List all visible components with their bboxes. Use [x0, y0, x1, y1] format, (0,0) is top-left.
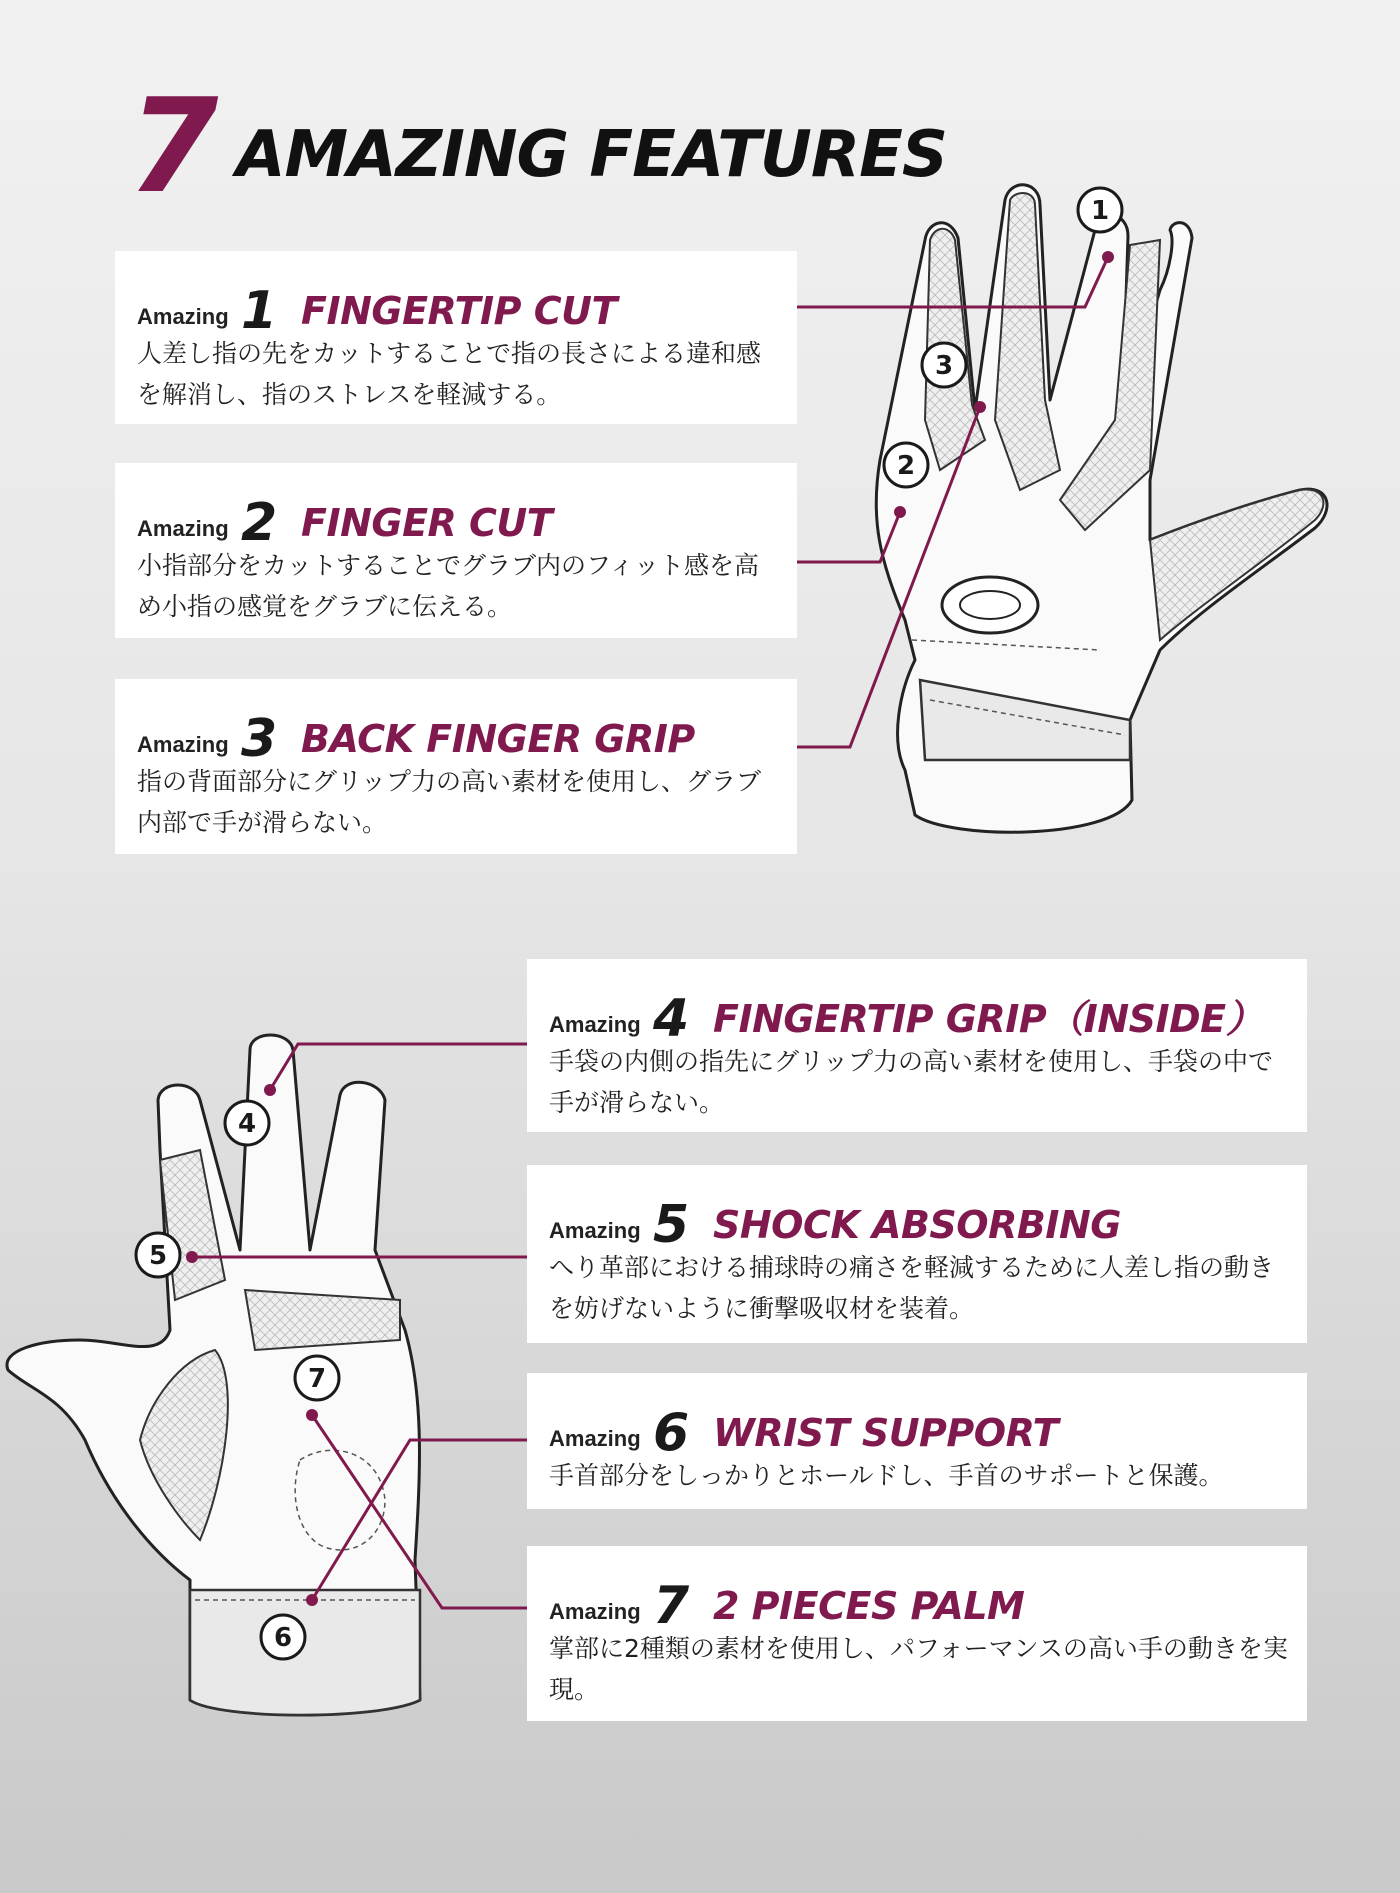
feature-description: 人差し指の先をカットすることで指の長さによる違和感を解消し、指のストレスを軽減する。: [137, 339, 762, 409]
hero-title: AMAZING FEATURES: [236, 118, 947, 192]
feature-number: 5: [653, 1195, 690, 1255]
leader-dot-3: [974, 401, 986, 413]
feature-title: FINGER CUT: [301, 501, 553, 545]
feature-number: 7: [653, 1576, 690, 1636]
callout-1-label: 1: [1090, 196, 1110, 226]
callout-3-label: 3: [934, 351, 954, 381]
callout-5-label: 5: [148, 1241, 168, 1271]
feature-description: 手首部分をしっかりとホールドし、手首のサポートと保護。: [549, 1461, 1224, 1490]
feature-prefix: Amazing: [137, 732, 229, 757]
feature-card-3: [115, 679, 797, 854]
callout-7: [295, 1356, 339, 1400]
callout-3: [922, 343, 966, 387]
feature-number: 1: [241, 281, 278, 341]
hero-number: 7: [128, 70, 219, 222]
glove-back-illustration: [876, 185, 1327, 832]
feature-title: FINGERTIP CUT: [301, 289, 617, 333]
feature-card-1: [115, 251, 797, 424]
feature-description: 手袋の内側の指先にグリップ力の高い素材を使用し、手袋の中で手が滑らない。: [549, 1047, 1274, 1117]
leader-dot-5: [186, 1251, 198, 1263]
leader-dot-6: [306, 1594, 318, 1606]
feature-card-5: [527, 1165, 1307, 1343]
callout-4: [225, 1101, 269, 1145]
leader-dot-1: [1102, 251, 1114, 263]
feature-description: 掌部に2種類の素材を使用し、パフォーマンスの高い手の動きを実現。: [549, 1634, 1288, 1704]
feature-prefix: Amazing: [549, 1599, 641, 1624]
feature-number: 3: [241, 709, 278, 769]
callout-4-label: 4: [237, 1109, 257, 1139]
feature-prefix: Amazing: [549, 1012, 641, 1037]
feature-number: 2: [241, 493, 278, 553]
callout-7-label: 7: [307, 1364, 327, 1394]
callout-5: [136, 1233, 180, 1277]
feature-card-4: [527, 959, 1307, 1132]
callout-2: [884, 443, 928, 487]
feature-card-2: [115, 463, 797, 638]
feature-prefix: Amazing: [549, 1426, 641, 1451]
feature-prefix: Amazing: [137, 304, 229, 329]
feature-title: SHOCK ABSORBING: [713, 1203, 1121, 1247]
callout-1: [1078, 188, 1122, 232]
feature-card-7: [527, 1546, 1307, 1721]
feature-description: 小指部分をカットすることでグラブ内のフィット感を高め小指の感覚をグラブに伝える。: [137, 551, 760, 621]
feature-prefix: Amazing: [549, 1218, 641, 1243]
leader-dot-4: [264, 1084, 276, 1096]
feature-description: へり革部における捕球時の痛さを軽減するために人差し指の動きを妨げないように衝撃吸収材を装着。: [549, 1253, 1275, 1323]
feature-title: 2 PIECES PALM: [713, 1584, 1025, 1628]
feature-number: 6: [653, 1403, 690, 1463]
feature-prefix: Amazing: [137, 516, 229, 541]
hero-heading: [128, 70, 1028, 222]
leader-dot-7: [306, 1409, 318, 1421]
callout-2-label: 2: [896, 451, 916, 481]
callout-6-label: 6: [273, 1623, 293, 1653]
feature-number: 4: [653, 989, 690, 1049]
leader-line-4: [270, 1044, 527, 1090]
feature-title: BACK FINGER GRIP: [301, 717, 695, 761]
leader-dot-2: [894, 506, 906, 518]
glove-palm-illustration: [7, 1035, 420, 1715]
feature-description: 指の背面部分にグリップ力の高い素材を使用し、グラブ内部で手が滑らない。: [137, 767, 762, 837]
feature-title: FINGERTIP GRIP（INSIDE）: [713, 997, 1264, 1041]
callout-6: [261, 1615, 305, 1659]
feature-title: WRIST SUPPORT: [713, 1411, 1059, 1455]
feature-card-6: [527, 1373, 1307, 1509]
